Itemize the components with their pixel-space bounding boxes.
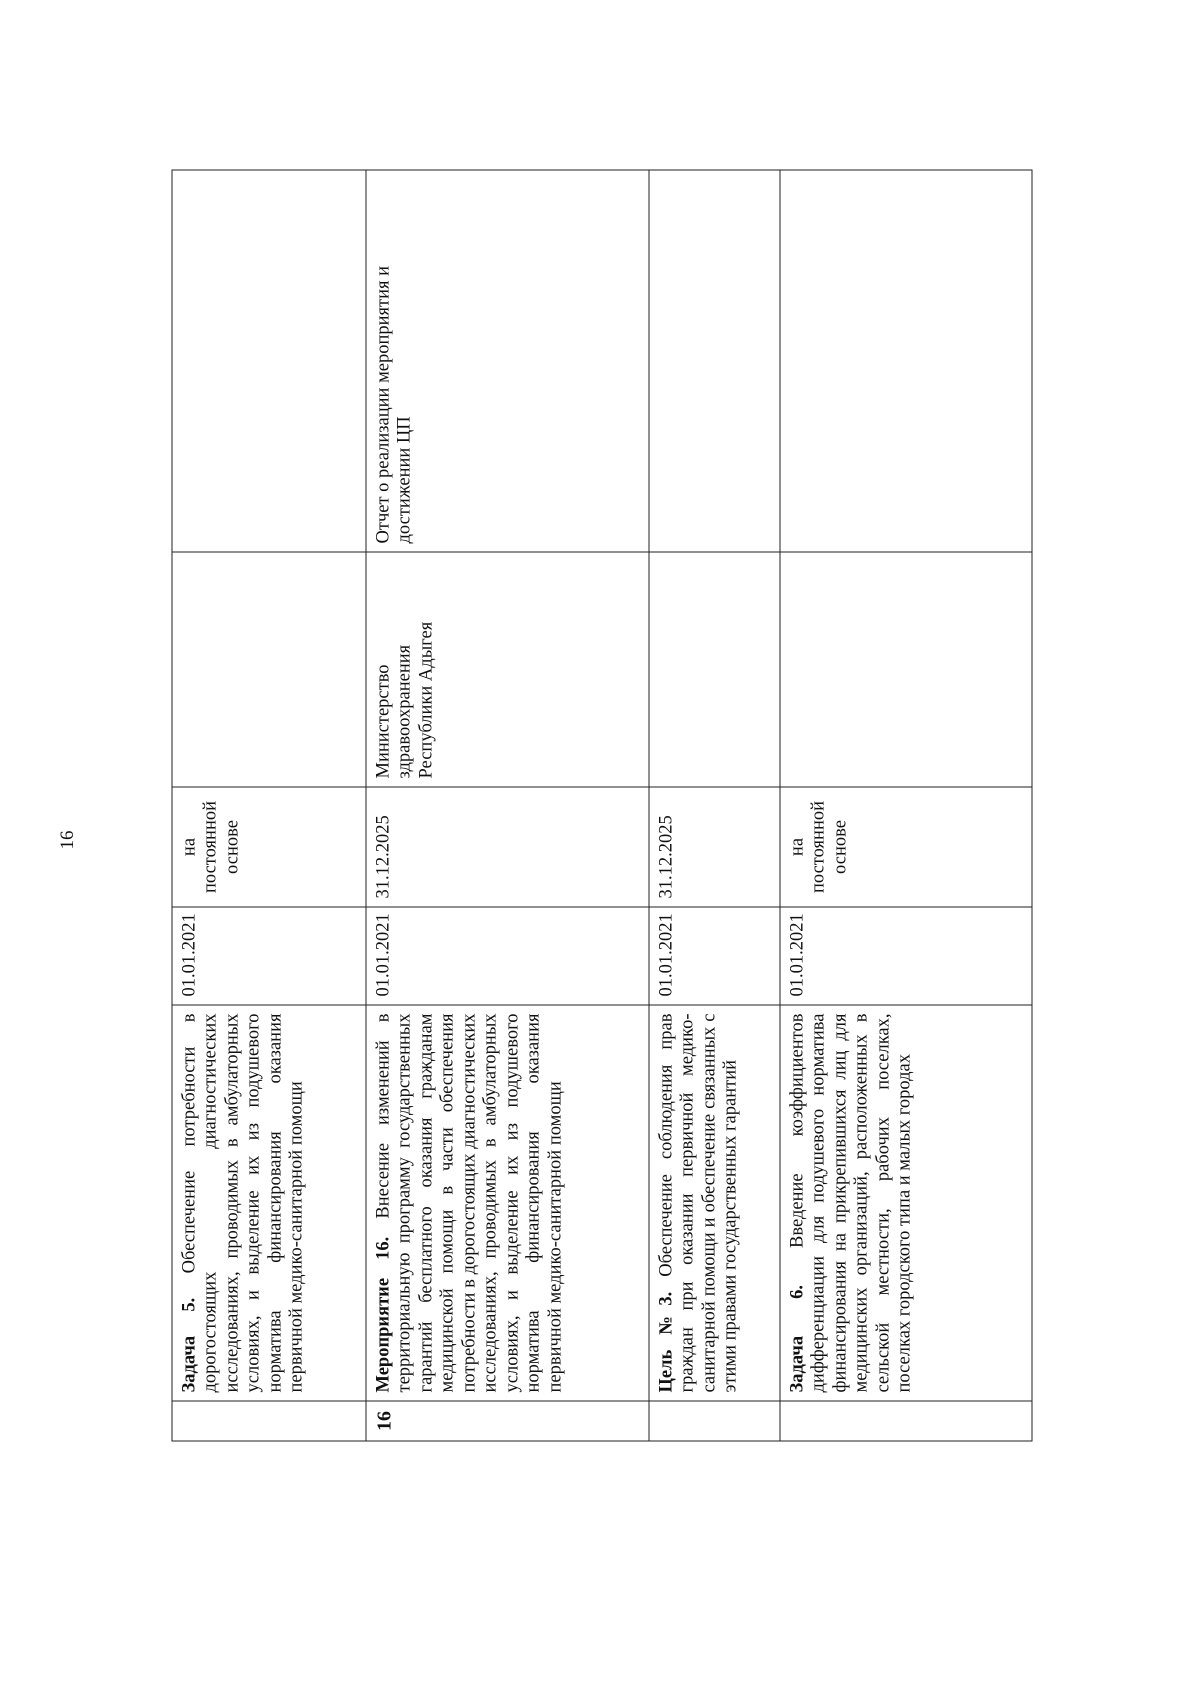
row-text: Обеспечение соблюдения прав граждан при оказании первичной медико-санитарной помощи и обеспечение связанных с этими правами государственных гарантий: [656, 1013, 741, 1392]
row-result: [780, 170, 1032, 552]
row-description: [780, 1005, 1032, 1401]
table-row: [649, 170, 780, 1441]
row-start-date: 01.01.2021: [780, 907, 1032, 1005]
row-description: [172, 1005, 366, 1401]
row-number: 16: [366, 1401, 649, 1441]
row-result: Отчет о реализации мероприятия и достижении ЦП: [366, 170, 649, 552]
plan-table: [171, 169, 1032, 1441]
row-end-date: 31.12.2025: [649, 787, 780, 907]
row-end-date: на постоянной основе: [780, 787, 1032, 907]
row-result: [172, 170, 366, 552]
row-number: [649, 1401, 780, 1441]
row-responsible: [780, 552, 1032, 787]
row-text: Обеспечение потребности в дорогостоящих диагностических исследованиях, проводимых в амбулаторных условиях, и выделение их из подушевого норматива финансирования оказания первичной медико-санитарной помощи: [179, 1013, 307, 1392]
row-number: [172, 1401, 366, 1441]
row-start-date: 01.01.2021: [172, 907, 366, 1005]
plan-table-container: [171, 170, 1031, 1441]
row-responsible: [172, 552, 366, 787]
row-heading: Цель №3.: [656, 1291, 676, 1392]
row-heading: Мероприятие 16.: [373, 1236, 393, 1392]
row-description: [649, 1005, 780, 1401]
row-description: [366, 1005, 649, 1401]
row-text: Внесение изменений в территориальную программу государственных гарантий бесплатного оказания гражданам медицинской помощи в части обеспечения потребности в дорогостоящих диагностических исследованиях, проводимых в амбулаторных условиях, и выделение их из подушевого норматива финансирования оказания первичной медико-санитарной помощи: [373, 1012, 565, 1392]
page-number: 16: [57, 830, 78, 850]
row-result: [649, 170, 780, 552]
row-heading: Задача 5.: [179, 1297, 199, 1392]
row-responsible: Министерство здравоохранения Республики Адыгея: [366, 552, 649, 787]
row-heading: Задача 6.: [787, 1284, 807, 1392]
row-responsible: [649, 552, 780, 787]
row-start-date: 01.01.2021: [366, 907, 649, 1005]
row-end-date: 31.12.2025: [366, 787, 649, 907]
row-number: [780, 1401, 1032, 1441]
table-row: [366, 170, 649, 1441]
table-row: [780, 170, 1032, 1441]
row-text: Введение коэффициентов дифференциации для подушевого норматива финансирования на прикрепившихся лиц для медицинских организаций, расположенных в сельской местности, рабочих поселках, поселках городского типа и малых городах: [787, 1013, 915, 1392]
row-end-date: на постоянной основе: [172, 787, 366, 907]
table-row: [172, 170, 366, 1441]
row-start-date: 01.01.2021: [649, 907, 780, 1005]
